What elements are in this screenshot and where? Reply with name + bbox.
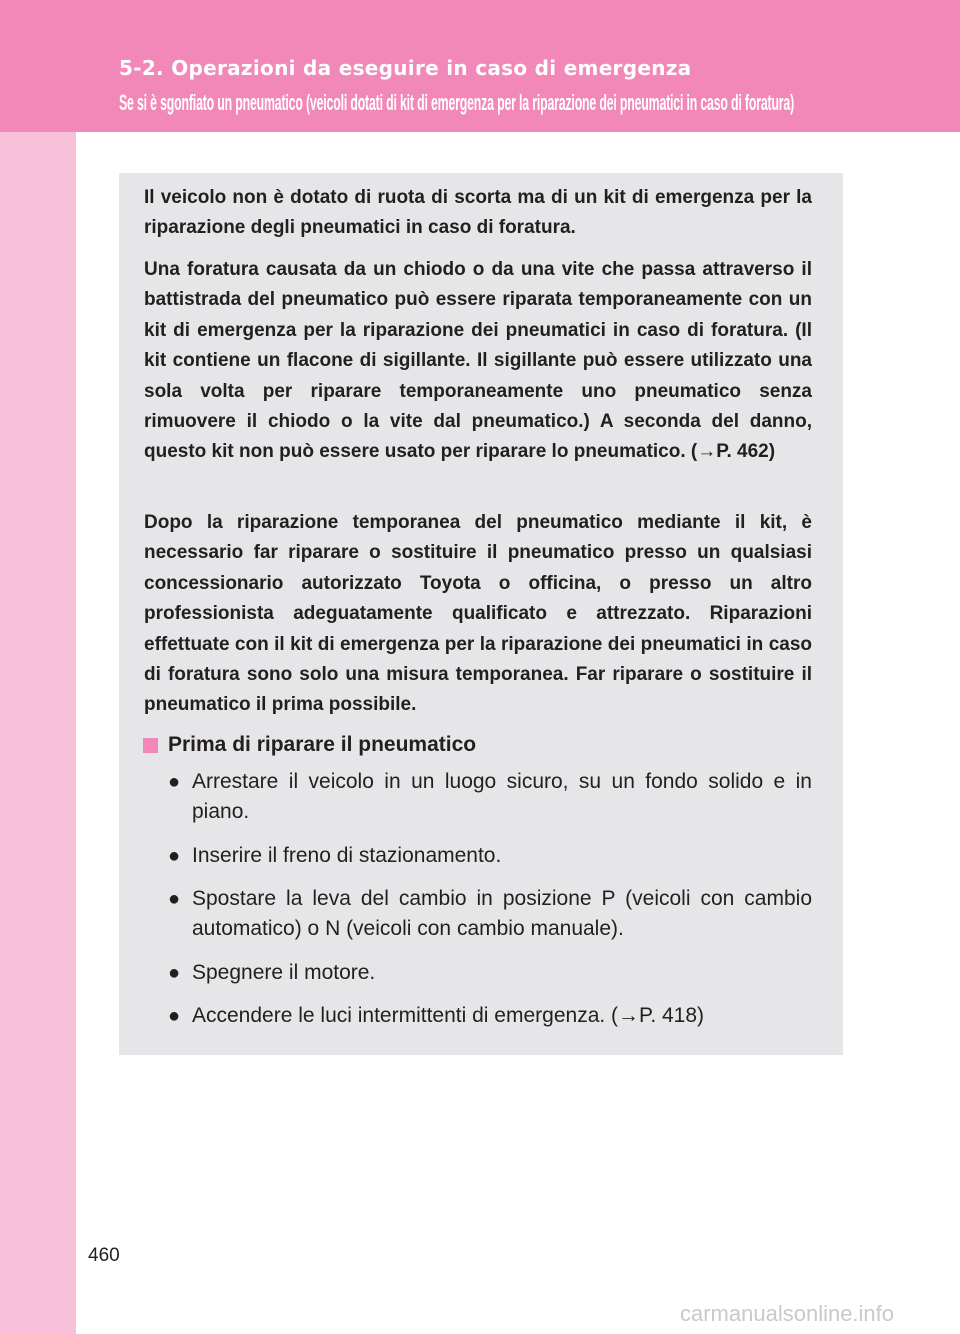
bullet-icon: ● [168, 888, 181, 910]
left-margin-strip [0, 132, 76, 1334]
after-repair-paragraph: Dopo la riparazione temporanea del pneumatico mediante il kit, è necessario far riparare o sostituire il pneumatico presso un qualsiasi concessionario autorizzato Toyota o officina, o presso un altro professionista adeguatamente qualificato e attrezzato. Riparazioni effettuate con il kit di emergenza per la riparazione dei pneumatici in caso di foratura sono solo una misura temporanea. Far riparare o sostituire il pneumatico il prima possibile. [144, 512, 812, 716]
bullet-icon: ● [168, 962, 181, 984]
page-header [0, 0, 960, 132]
intro-paragraph: Il veicolo non è dotato di ruota di scorta ma di un kit di emergenza per la riparazione degli pneumatici in caso di foratura. [144, 187, 812, 239]
section-title: 5-2. Operazioni da eseguire in caso di emergenza [119, 56, 692, 80]
page-number: 460 [88, 1245, 120, 1266]
list-item-text: Spegnere il motore. [192, 961, 376, 984]
square-bullet-icon [143, 738, 158, 753]
list-item-text: Arrestare il veicolo in un luogo sicuro, su un fondo solido e in piano. [192, 770, 812, 823]
section-subtitle: Se si è sgonfiato un pneumatico (veicoli dotati di kit di emergenza per la riparazione dei pneumatici in caso di foratura) [119, 90, 795, 115]
list-item [168, 841, 812, 871]
list-item [168, 767, 812, 827]
bullet-icon: ● [168, 1005, 181, 1027]
list-item [168, 884, 812, 944]
list-item-text: Spostare la leva del cambio in posizione P (veicoli con cambio automatico) o N (veicoli con cambio manuale). [192, 887, 812, 940]
puncture-paragraph: Una foratura causata da un chiodo o da una vite che passa attraverso il battistrada del pneumatico può essere riparata temporaneamente con un kit di emergenza per la riparazione dei pneumatici in caso di foratura. (Il kit contiene un flacone di sigillante. Il sigillante può essere utilizzato una sola volta per riparare temporaneamente uno pneumatico senza rimuovere il chiodo o la vite dal pneumatico.) A seconda del danno, questo kit non può essere usato per riparare lo pneumatico. (→P. 462) [144, 259, 812, 463]
list-item [168, 1001, 812, 1031]
subsection-heading [143, 733, 476, 757]
list-item-text: Inserire il freno di stazionamento. [192, 844, 502, 867]
bullet-icon: ● [168, 771, 181, 793]
subsection-heading-text: Prima di riparare il pneumatico [168, 733, 477, 756]
watermark-text: carmanualsonline.info [680, 1301, 895, 1326]
list-item-text: Accendere le luci intermittenti di emergenza. (→P. 418) [192, 1004, 705, 1027]
bullet-icon: ● [168, 845, 181, 867]
list-item [168, 958, 812, 988]
